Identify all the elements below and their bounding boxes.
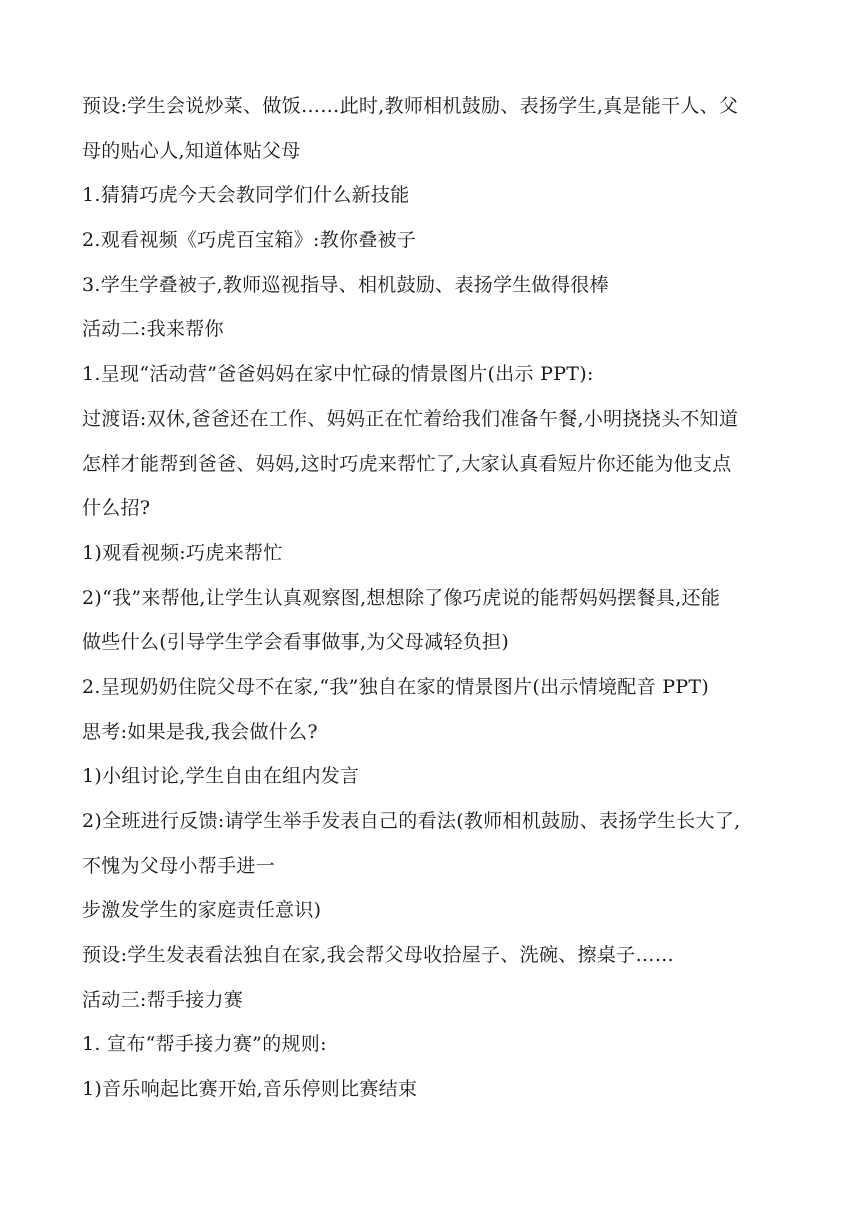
text-line-5: 3.学生学叠被子,教师巡视指导、相机鼓励、表扬学生做得很棒	[82, 273, 609, 296]
text-line-22: 1. 宣布“帮手接力赛”的规则:	[82, 1033, 327, 1056]
text-line-17: 2)全班进行反馈:请学生举手发表自己的看法(教师相机鼓励、表扬学生长大了,	[82, 810, 741, 832]
text-line-10: 什么招?	[82, 497, 151, 520]
text-line-12: 2)“我”来帮他,让学生认真观察图,想想除了像巧虎说的能帮妈妈摆餐具,还能	[82, 586, 721, 609]
section-heading-activity-2: 活动二:我来帮你	[82, 318, 224, 341]
text-line-14: 2.呈现奶奶住院父母不在家,“我”独自在家的情景图片(出示情境配音 PPT)	[82, 675, 710, 698]
text-line-3: 1.猜猜巧虎今天会教同学们什么新技能	[82, 184, 410, 207]
section-heading-activity-3: 活动三:帮手接力赛	[82, 988, 244, 1011]
text-line-7: 1.呈现“活动营”爸爸妈妈在家中忙碌的情景图片(出示 PPT):	[82, 363, 594, 386]
text-line-4: 2.观看视频《巧虎百宝箱》:教你叠被子	[82, 229, 417, 252]
text-line-15: 思考:如果是我,我会做什么?	[82, 720, 318, 743]
text-line-16: 1)小组讨论,学生自由在组内发言	[82, 765, 360, 788]
text-line-19: 步激发学生的家庭责任意识)	[82, 899, 322, 922]
text-line-2: 母的贴心人,知道体贴父母	[82, 139, 301, 162]
text-line-18: 不愧为父母小帮手进一	[82, 854, 276, 877]
text-line-1: 预设:学生会说炒菜、做饭……此时,教师相机鼓励、表扬学生,真是能干人、父	[82, 95, 739, 117]
text-line-13: 做些什么(引导学生学会看事做事,为父母减轻负担)	[82, 631, 510, 654]
text-line-11: 1)观看视频:巧虎来帮忙	[82, 541, 283, 564]
text-line-23: 1)音乐响起比赛开始,音乐停则比赛结束	[82, 1078, 418, 1101]
text-line-20: 预设:学生发表看法独自在家,我会帮父母收拾屋子、洗碗、擦桌子……	[82, 944, 675, 967]
text-line-9: 怎样才能帮到爸爸、妈妈,这时巧虎来帮忙了,大家认真看短片你还能为他支点	[82, 452, 732, 475]
text-line-8: 过渡语:双休,爸爸还在工作、妈妈正在忙着给我们准备午餐,小明挠挠头不知道	[82, 407, 739, 430]
